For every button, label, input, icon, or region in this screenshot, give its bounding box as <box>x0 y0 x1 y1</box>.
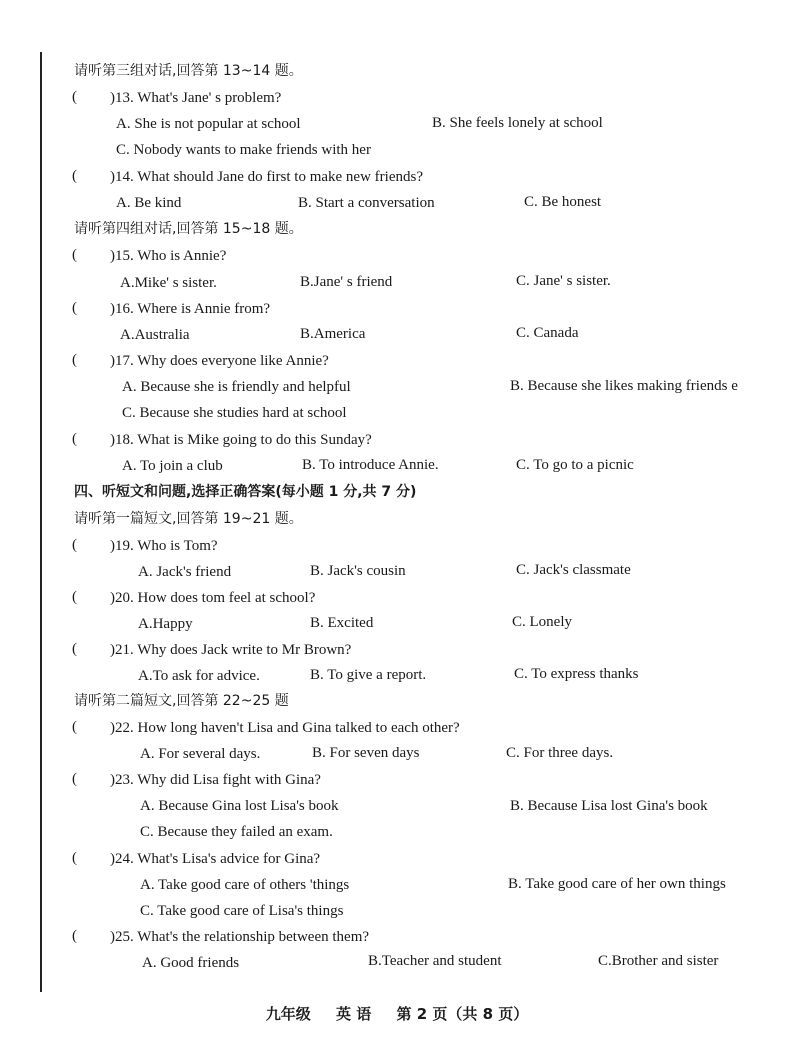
option-c[interactable]: C. Because she studies hard at school <box>122 405 347 421</box>
section-header: 请听第四组对话,回答第 15~18 题。 <box>74 221 303 237</box>
answer-bracket[interactable]: ( <box>72 719 77 735</box>
option-b[interactable]: B. Jack's cousin <box>310 563 406 579</box>
footer-page: 第 2 页（共 8 页） <box>396 1005 529 1023</box>
question-stem: )23. Why did Lisa fight with Gina? <box>110 772 321 788</box>
question-stem: )22. How long haven't Lisa and Gina talked to each other? <box>110 720 460 736</box>
option-a[interactable]: A. Good friends <box>142 955 240 971</box>
answer-bracket[interactable]: ( <box>72 928 77 944</box>
option-a[interactable]: A. Because Gina lost Lisa's book <box>140 798 339 814</box>
option-b[interactable]: B. She feels lonely at school <box>432 115 603 131</box>
section-header: 请听第二篇短文,回答第 22~25 题 <box>74 693 289 709</box>
answer-bracket[interactable]: ( <box>72 589 77 605</box>
option-b[interactable]: B. For seven days <box>312 745 420 761</box>
option-a[interactable]: A.To ask for advice. <box>138 668 260 684</box>
option-b[interactable]: B. Excited <box>310 615 374 631</box>
question-stem: )18. What is Mike going to do this Sunday? <box>110 432 372 448</box>
section-header: 请听第一篇短文,回答第 19~21 题。 <box>74 511 303 527</box>
answer-bracket[interactable]: ( <box>72 771 77 787</box>
option-b[interactable]: B.America <box>300 326 366 342</box>
footer-subject: 英 语 <box>336 1005 372 1023</box>
answer-bracket[interactable]: ( <box>72 431 77 447</box>
question-stem: )15. Who is Annie? <box>110 248 227 264</box>
question-stem: )21. Why does Jack write to Mr Brown? <box>110 642 352 658</box>
answer-bracket[interactable]: ( <box>72 641 77 657</box>
option-b[interactable]: B. To introduce Annie. <box>302 457 439 473</box>
part-heading: 四、听短文和问题,选择正确答案(每小题 1 分,共 7 分) <box>74 484 417 500</box>
question-stem: )14. What should Jane do first to make new friends? <box>110 169 423 185</box>
option-c[interactable]: C. Jack's classmate <box>516 562 631 578</box>
answer-bracket[interactable]: ( <box>72 300 77 316</box>
option-c[interactable]: C. To express thanks <box>514 666 639 682</box>
option-b[interactable]: B. Because she likes making friends e <box>510 378 738 394</box>
option-b[interactable]: B.Teacher and student <box>368 953 502 969</box>
option-a[interactable]: A. Jack's friend <box>138 564 232 580</box>
answer-bracket[interactable]: ( <box>72 247 77 263</box>
question-stem: )19. Who is Tom? <box>110 538 218 554</box>
option-b[interactable]: B. To give a report. <box>310 667 427 683</box>
footer-grade: 九年级 <box>265 1005 311 1023</box>
question-stem: )16. Where is Annie from? <box>110 301 271 317</box>
option-c[interactable]: C. Nobody wants to make friends with her <box>116 142 371 158</box>
question-stem: )20. How does tom feel at school? <box>110 590 316 606</box>
option-a[interactable]: A. Because she is friendly and helpful <box>122 379 351 395</box>
answer-bracket[interactable]: ( <box>72 168 77 184</box>
option-a[interactable]: A. Take good care of others 'things <box>140 877 350 893</box>
option-a[interactable]: A. For several days. <box>140 746 261 762</box>
question-stem: )13. What's Jane' s problem? <box>110 90 282 106</box>
margin-line <box>40 52 42 992</box>
option-a[interactable]: A.Happy <box>138 616 193 632</box>
option-c[interactable]: C. Canada <box>516 325 579 341</box>
option-c[interactable]: C. Take good care of Lisa's things <box>140 903 344 919</box>
option-b[interactable]: B. Because Lisa lost Gina's book <box>510 798 708 814</box>
option-a[interactable]: A.Australia <box>120 327 190 343</box>
option-c[interactable]: C. Lonely <box>512 614 572 630</box>
answer-bracket[interactable]: ( <box>72 850 77 866</box>
question-stem: )17. Why does everyone like Annie? <box>110 353 329 369</box>
option-c[interactable]: C. Because they failed an exam. <box>140 824 333 840</box>
answer-bracket[interactable]: ( <box>72 352 77 368</box>
option-b[interactable]: B.Jane' s friend <box>300 274 393 290</box>
page-footer <box>0 1003 794 1024</box>
option-c[interactable]: C. For three days. <box>506 745 614 761</box>
option-c[interactable]: C. Be honest <box>524 194 602 210</box>
option-a[interactable]: A.Mike' s sister. <box>120 275 217 291</box>
option-a[interactable]: A. She is not popular at school <box>116 116 301 132</box>
answer-bracket[interactable]: ( <box>72 89 77 105</box>
question-stem: )25. What's the relationship between them? <box>110 929 370 945</box>
question-stem: )24. What's Lisa's advice for Gina? <box>110 851 321 867</box>
option-c[interactable]: C. To go to a picnic <box>516 457 634 473</box>
option-a[interactable]: A. Be kind <box>116 195 182 211</box>
option-b[interactable]: B. Start a conversation <box>298 195 435 211</box>
section-header: 请听第三组对话,回答第 13~14 题。 <box>74 63 303 79</box>
option-a[interactable]: A. To join a club <box>122 458 223 474</box>
option-c[interactable]: C. Jane' s sister. <box>516 273 611 289</box>
option-b[interactable]: B. Take good care of her own things <box>508 876 726 892</box>
answer-bracket[interactable]: ( <box>72 537 77 553</box>
option-c[interactable]: C.Brother and sister <box>598 953 719 969</box>
